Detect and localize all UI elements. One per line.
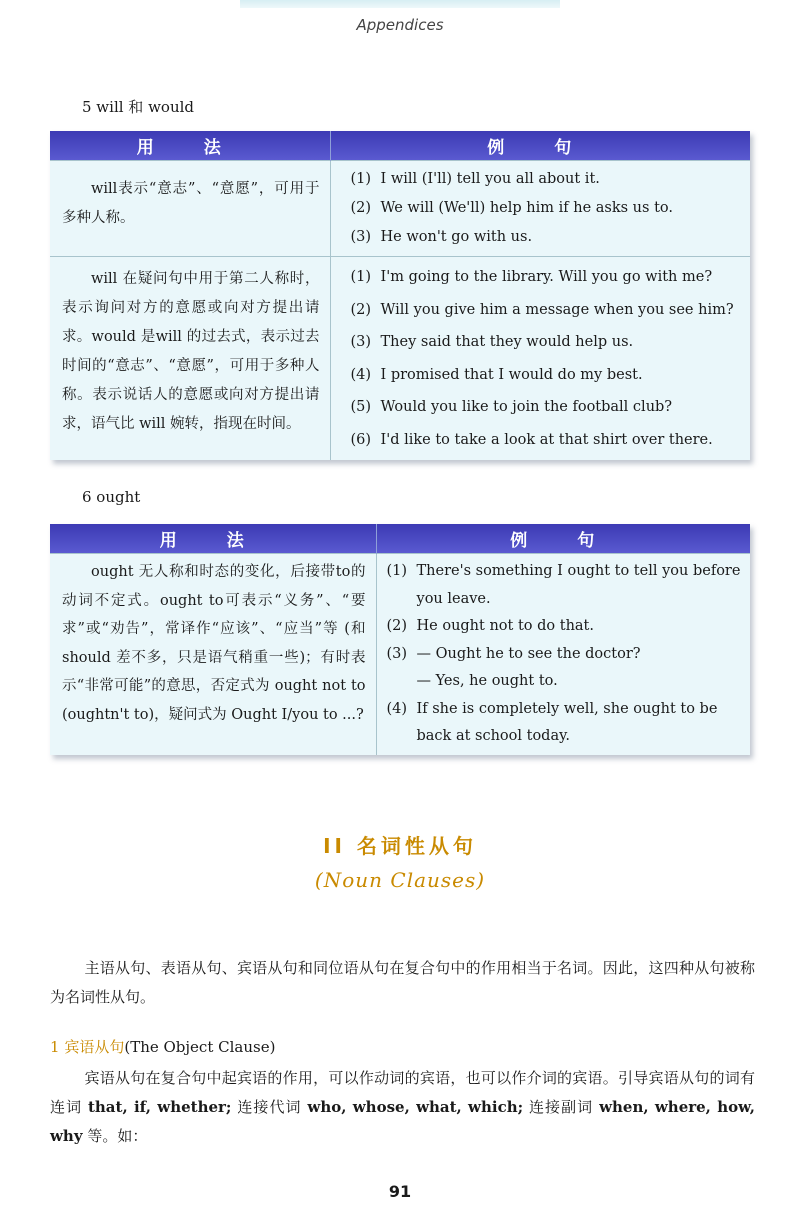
ought-table — [50, 524, 750, 755]
table-row — [50, 257, 750, 461]
examples-cell — [330, 257, 750, 461]
conjunctions: that, if, whether; — [87, 1098, 232, 1116]
connective-pronouns: who, whose, what, which; — [307, 1098, 524, 1116]
object-clause-number: 1 — [50, 1038, 60, 1056]
paragraph-text: 等。如： — [82, 1127, 148, 1145]
noun-clauses-subheading: (Noun Clauses) — [314, 868, 486, 892]
table-row — [50, 161, 750, 257]
example-text: They said that they would help us. — [380, 334, 634, 350]
usage-text: will 在疑问句中用于第二人称时，表示询问对方的意愿或向对方提出请求。would 是will 的过去式，表示过去时间的“意志”、“意愿”，可用于多种人称。表示说话人的意愿或向对方提出请求，语气比 will 婉转，指现在时间。 — [62, 271, 320, 432]
example-number: (3) — [386, 645, 408, 662]
paragraph-text: 连接代词 — [231, 1098, 308, 1116]
example-item — [387, 668, 743, 696]
example-item — [387, 558, 743, 613]
example-number: (4) — [350, 366, 372, 383]
examples-header: 例 句 — [330, 131, 750, 161]
running-head: Appendices — [356, 16, 444, 34]
example-text: There's something I ought to tell you before you leave. — [416, 563, 741, 607]
example-number: (3) — [350, 229, 372, 245]
will-would-table — [50, 131, 750, 460]
example-item — [351, 391, 743, 424]
examples-cell — [330, 161, 750, 257]
example-number: (2) — [386, 618, 408, 634]
connective-adverbs: when, where, how, why — [50, 1098, 756, 1145]
example-item — [351, 359, 743, 392]
object-clause-paragraph — [50, 1064, 755, 1151]
usage-cell — [50, 161, 330, 257]
example-text: He ought not to do that. — [416, 618, 594, 634]
object-clause-heading — [50, 1036, 275, 1057]
example-text: I will (I'll) tell you all about it. — [380, 171, 600, 187]
page-number: 91 — [388, 1182, 412, 1201]
example-item — [387, 641, 743, 669]
object-clause-title-en: (The Object Clause) — [124, 1038, 276, 1056]
paragraph-text: 宾语从句在复合句中起宾语的作用，可以作动词的宾语，也可以作介词的宾语。引导宾语从句的词有连词 — [50, 1069, 755, 1116]
example-text: I'd like to take a look at that shirt over there. — [380, 431, 713, 448]
example-number: (1) — [386, 563, 408, 579]
noun-clauses-heading: II 名词性从句 — [323, 834, 477, 858]
table-row — [50, 554, 750, 755]
example-text: Would you like to join the football club? — [380, 399, 673, 415]
example-number: (6) — [350, 431, 372, 448]
section-5-label: 5 will 和 would — [82, 98, 195, 116]
examples-header: 例 句 — [376, 524, 750, 554]
example-item — [387, 613, 743, 641]
example-text: He won't go with us. — [380, 229, 533, 245]
example-text: I promised that I would do my best. — [380, 366, 643, 383]
example-number: (2) — [350, 200, 372, 216]
paragraph-text: 连接副词 — [523, 1098, 600, 1116]
usage-cell — [50, 257, 330, 461]
example-number: (1) — [350, 171, 372, 187]
example-item — [387, 696, 743, 751]
example-text: — Yes, he ought to. — [416, 673, 558, 689]
example-number — [387, 668, 417, 696]
example-item — [351, 261, 743, 294]
example-text: Will you give him a message when you see him? — [380, 301, 734, 318]
examples-cell — [376, 554, 750, 755]
usage-cell — [50, 554, 376, 755]
example-text: We will (We'll) help him if he asks us to. — [380, 200, 673, 216]
example-text: If she is completely well, she ought to be back at school today. — [416, 700, 718, 744]
example-item — [351, 223, 743, 252]
example-item — [351, 326, 743, 359]
example-number: (5) — [350, 399, 372, 415]
example-text: I'm going to the library. Will you go with me? — [380, 269, 713, 285]
example-number: (4) — [386, 700, 408, 717]
top-decorative-band — [240, 0, 560, 8]
usage-text: ought 无人称和时态的变化，后接带to的动词不定式。ought to可表示“义务”、“要求”或“劝告”，常译作“应该”、“应当”等 (和 should 差不多，只是语气稍重一些)；有时表示“非常可能”的意思，否定式为 ought not to (oughtn't to)，疑问式为 Ought I/you to ...? — [62, 564, 366, 723]
object-clause-title-cn: 宾语从句 — [64, 1038, 125, 1056]
example-text: — Ought he to see the doctor? — [416, 645, 641, 662]
usage-header: 用 法 — [50, 524, 376, 554]
example-item — [351, 294, 743, 327]
example-number: (2) — [350, 301, 372, 318]
usage-text: will表示“意志”、“意愿”，可用于多种人称。 — [62, 181, 320, 226]
example-item — [351, 165, 743, 194]
intro-paragraph: 主语从句、表语从句、宾语从句和同位语从句在复合句中的作用相当于名词。因此，这四种从句被称为名词性从句。 — [50, 959, 755, 1006]
example-number: (1) — [350, 269, 372, 285]
usage-header: 用 法 — [50, 131, 330, 161]
example-number: (3) — [350, 334, 372, 350]
section-6-label: 6 ought — [82, 488, 141, 506]
example-item — [351, 194, 743, 223]
example-item — [351, 424, 743, 457]
